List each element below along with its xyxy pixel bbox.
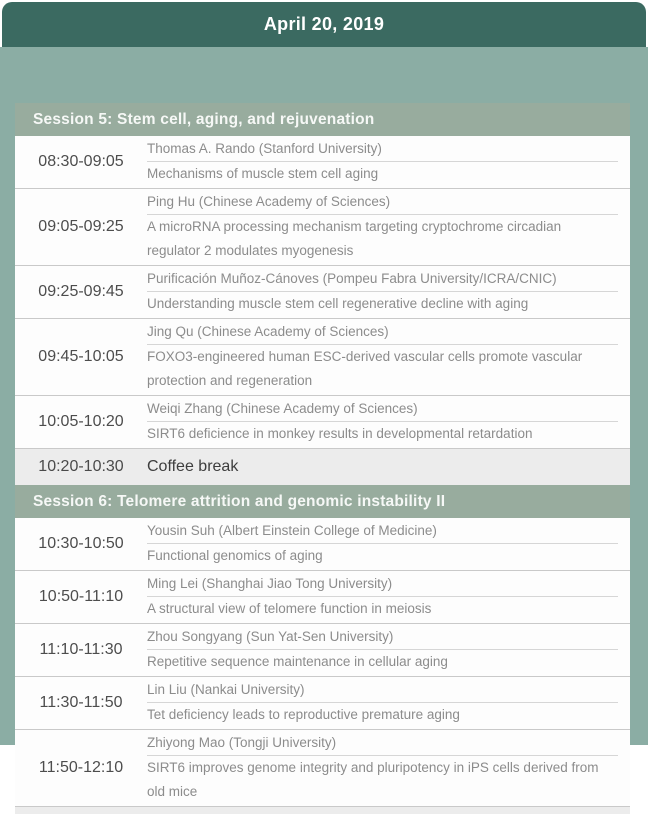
session-rows [15, 518, 630, 806]
talk-title: Repetitive sequence maintenance in cellular aging [147, 654, 448, 669]
talk-row [15, 676, 630, 729]
date-title: April 20, 2019 [263, 14, 385, 34]
talk-speaker: Weiqi Zhang (Chinese Academy of Sciences) [147, 397, 618, 422]
talk-content [147, 518, 630, 570]
talk-speaker: Purificación Muñoz-Cánoves (Pompeu Fabra University/ICRA/CNIC) [147, 267, 618, 292]
talk-content [147, 189, 630, 265]
talk-content [147, 266, 630, 318]
talk-title: Tet deficiency leads to reproductive premature aging [147, 707, 460, 722]
date-banner [2, 2, 646, 47]
talk-content [147, 730, 630, 806]
talk-time: 09:45-10:05 [38, 348, 124, 365]
talk-speaker: Zhiyong Mao (Tongji University) [147, 731, 618, 756]
talk-title: A structural view of telomere function in meiosis [147, 601, 432, 616]
talk-row [15, 265, 630, 318]
talk-title: SIRT6 deficience in monkey results in developmental retardation [147, 426, 533, 441]
talk-row [15, 570, 630, 623]
talk-content [147, 677, 630, 729]
talk-row [15, 395, 630, 448]
talk-row [15, 729, 630, 806]
talk-title: Functional genomics of aging [147, 548, 323, 563]
talk-time: 11:30-11:50 [39, 694, 123, 711]
talk-time: 10:50-11:10 [38, 588, 124, 605]
talk-title: A microRNA processing mechanism targeting cryptochrome circadian regulator 2 modulates myogenesis [147, 219, 562, 258]
talk-row [15, 136, 630, 188]
break-label: Coffee break [147, 458, 239, 475]
partial-next-row [15, 806, 630, 814]
talk-speaker: Yousin Suh (Albert Einstein College of Medicine) [147, 519, 618, 544]
talk-time: 10:30-10:50 [38, 535, 124, 552]
session-title: Session 5: Stem cell, aging, and rejuvenation [33, 110, 375, 128]
talk-time: 11:10-11:30 [39, 641, 123, 658]
talk-content [147, 624, 630, 676]
talk-time: 08:30-09:05 [38, 153, 124, 170]
talk-time: 09:05-09:25 [38, 218, 124, 235]
talk-row [15, 188, 630, 265]
break-row [15, 448, 630, 485]
talk-title: FOXO3-engineered human ESC-derived vascular cells promote vascular protection and regeneration [147, 349, 583, 388]
talk-title: SIRT6 improves genome integrity and pluripotency in iPS cells derived from old mice [147, 760, 599, 799]
talk-speaker: Jing Qu (Chinese Academy of Sciences) [147, 320, 618, 345]
talk-time: 10:05-10:20 [38, 413, 124, 430]
session-header [15, 103, 630, 136]
talk-speaker: Ming Lei (Shanghai Jiao Tong University) [147, 572, 618, 597]
session-block [15, 103, 630, 485]
talk-row [15, 518, 630, 570]
session-block [15, 485, 630, 806]
agenda-page [0, 2, 648, 799]
session-header [15, 485, 630, 518]
talk-speaker: Lin Liu (Nankai University) [147, 678, 618, 703]
talk-speaker: Zhou Songyang (Sun Yat-Sen University) [147, 625, 618, 650]
talk-title: Understanding muscle stem cell regenerative decline with aging [147, 296, 529, 311]
talk-time: 09:25-09:45 [38, 283, 124, 300]
talk-title: Mechanisms of muscle stem cell aging [147, 166, 379, 181]
talk-row [15, 318, 630, 395]
sessions-container [15, 103, 630, 814]
talk-time: 11:50-12:10 [38, 759, 124, 776]
talk-speaker: Ping Hu (Chinese Academy of Sciences) [147, 190, 618, 215]
session-title: Session 6: Telomere attrition and genomic instability II [33, 492, 446, 510]
break-time: 10:20-10:30 [38, 458, 124, 475]
talk-row [15, 623, 630, 676]
talk-content [147, 571, 630, 623]
session-rows [15, 136, 630, 485]
talk-content [147, 396, 630, 448]
agenda-body [0, 47, 648, 799]
talk-content [147, 136, 630, 188]
talk-speaker: Thomas A. Rando (Stanford University) [147, 137, 618, 162]
talk-content [147, 319, 630, 395]
